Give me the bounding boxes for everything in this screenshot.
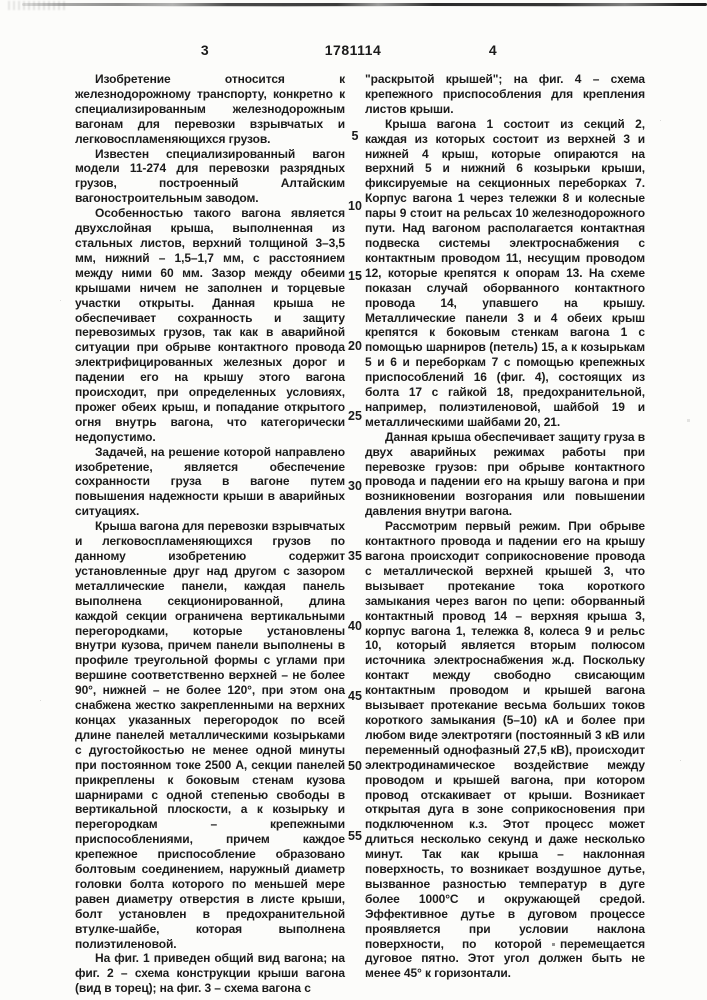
page-number-right: 4 bbox=[488, 42, 498, 58]
paragraph: На фиг. 1 приведен общий вид вагона; на фиг. 2 – схема конструкции крыши вагона (вид в торец); на фиг. 3 – схема вагона с bbox=[75, 951, 345, 996]
line-number: 20 bbox=[348, 339, 362, 353]
scan-smudge bbox=[8, 1, 66, 10]
paragraph: Изобретение относится к железнодорожному транспорту, конкретно к специализированным железнодорожным вагонам для перевозки взрывчатых и легковоспламеняющихся грузов. bbox=[75, 72, 345, 146]
paragraph: Данная крыша обеспечивает защиту груза в двух аварийных режимах работы при перевозке грузов: при обрыве контактного провода и падении его на крышу вагона и при возникновении возгорания или повышении давления внутри вагона. bbox=[365, 429, 645, 519]
paragraph: Крыша вагона для перевозки взрывчатых и легковоспламеняющихся грузов по данному изобретению содержит установленные друг над другом с зазором металлические панели, каждая панель выполнена секционированной, длина каждой секции ограничена вертикальными перегородками, которые установлены внутри кузова, причем панели выполнены в профиле треугольной формы с углами при вершине соответственно верхней – не более 90°, нижней – не более 120°, при этом она снабжена жестко закрепленными на верхних концах указанных перегородок по всей длине панелей металлическими козырьками с дугостойкостью не менее одной минуты при постоянном токе 2500 А, секции панелей прикреплены к боковым стенам кузова шарнирами с одной степенью свободы в вертикальной плоскости, а к козырьку и перегородкам – крепежными приспособлениями, причем каждое крепежное приспособление образовано болтовым соединением, наружный диаметр головки болта которого по меньшей мере равен диаметру отверстия в листе крыши, болт установлен в предохранительной втулке-шайбе, которая выполнена полиэтиленовой. bbox=[75, 519, 345, 951]
line-number: 5 bbox=[351, 129, 359, 143]
text-columns bbox=[75, 72, 645, 996]
paragraph: Крыша вагона 1 состоит из секций 2, каждая из которых состоит из верхней 3 и нижней 4 крыш, которые опираются на верхний 5 и нижний 6 козырьки крыши, фиксируемые на секционных переборках 7. Корпус вагона 1 через тележки 8 и колесные пары 9 стоит на рельсах 10 железнодорожного пути. Над вагоном располагается контактная подвеска системы электроснабжения с контактным проводом 11, несущим проводом 12, которые крепятся к опорам 13. На схеме показан случай оборванного контактного провода 14, упавшего на крышу. Металлические панели 3 и 4 обеих крыш крепятся к боковым стенкам вагона 1 с помощью шарниров (петель) 15, а к козырькам 5 и 6 и переборкам 7 с помощью крепежных приспособлений 16 (фиг. 4), состоящих из болта 17 с гайкой 18, предохранительной, например, полиэтиленовой, шайбой 19 и металлическими шайбами 20, 21. bbox=[365, 116, 645, 429]
paragraph: Рассмотрим первый режим. При обрыве контактного провода и падении его на крышу вагона происходит соприкосновение провода с металлической верхней крышей 3, что вызывает протекание тока короткого замыкания через вагон по цепи: оборванный контактный провод 14 – верхняя крыша 3, корпус вагона 1, тележка 8, колеса 9 и рельс 10, который является вторым полюсом источника электроснабжения ж.д. Поскольку контакт между свободно свисающим контактным проводом и крышей вагона вызывает протекание весьма больших токов короткого замыкания (5–10) кА и более при любом виде электротяги (постоянный 3 кВ или переменный однофазный 27,5 кВ), происходит электродинамическое воздействие между проводом и крышей вагона, при котором провод отскакивает от крыши. Возникает открытая дуга в зоне соприкосновения при подключенном к.з. Этот процесс может длиться несколько секунд и даже несколько минут. Так как крыша – наклонная поверхность, то возникает воздушное дутье, вызванное разностью температур в дуге более 1000°С и окружающей средой. Эффективное дутье в дуговом процессе проявляется при условии наклона поверхности, по которой перемещается дуговое пятно. Этот угол должен быть не менее 45° к горизонтали. bbox=[365, 519, 645, 981]
line-number: 10 bbox=[348, 199, 362, 213]
paragraph: Задачей, на решение которой направлено изобретение, является обеспечение сохранности груза в вагоне путем повышения надежности крыши в аварийных ситуациях. bbox=[75, 444, 345, 519]
line-number: 35 bbox=[348, 549, 362, 563]
patent-number: 1781114 bbox=[324, 42, 382, 58]
paragraph: "раскрытой крышей"; на фиг. 4 – схема крепежного приспособления для крепления листов крыши. bbox=[365, 72, 645, 116]
page-number-left: 3 bbox=[200, 42, 210, 58]
scan-speckles bbox=[0, 0, 1, 1]
line-number: 25 bbox=[348, 409, 362, 423]
line-number: 15 bbox=[348, 269, 362, 283]
right-column bbox=[365, 72, 645, 981]
line-number-gutter bbox=[345, 72, 365, 996]
line-number: 55 bbox=[348, 829, 362, 843]
line-number: 45 bbox=[348, 689, 362, 703]
left-column bbox=[75, 72, 345, 996]
paragraph: Известен специализированный вагон модели 11-274 для перевозки разрядных грузов, построенный Алтайским вагоностроительным заводом. bbox=[75, 146, 345, 206]
scan-artifact-line bbox=[120, 6, 667, 7]
line-number: 40 bbox=[348, 619, 362, 633]
line-number: 30 bbox=[348, 479, 362, 493]
paragraph: Особенностью такого вагона является двухслойная крыша, выполненная из стальных листов, верхний толщиной 3–3,5 мм, нижний – 1,5–1,7 мм, с расстоянием между ними 60 мм. Зазор между обеими крышами ничем не заполнен и торцевые участки открыты. Данная крыша не обеспечивает сохранность и защиту перевозимых грузов, так как в аварийной ситуации при обрыве контактного провода электрифицированных железных дорог и падении его на крышу этого вагона происходит, при определенных условиях, прожег обеих крыш, и попадание открытого огня внутрь вагона, что категорически недопустимо. bbox=[75, 206, 345, 444]
line-number: 50 bbox=[348, 759, 362, 773]
